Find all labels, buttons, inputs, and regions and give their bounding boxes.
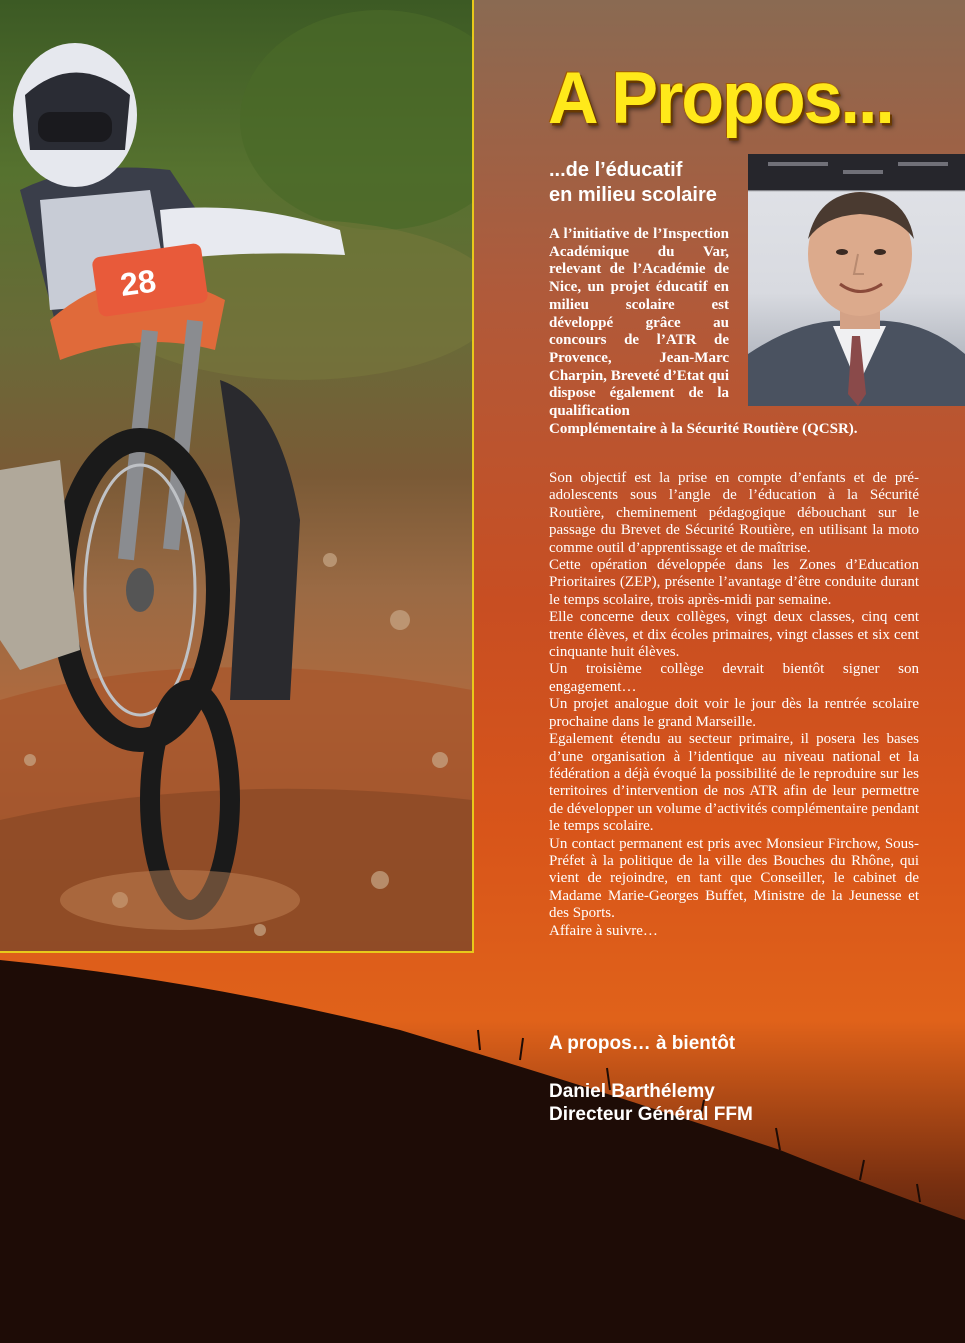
body-paragraph: Un troisième collège devrait bientôt signer son engagement… — [549, 661, 919, 695]
body-paragraph: Elle concerne deux collèges, vingt deux classes, cinq cent trente élèves, et dix écoles primaires, vingt classes et six cent cinquante huit élèves. — [549, 609, 919, 661]
page-subtitle — [549, 158, 739, 208]
body-paragraph: Un contact permanent est pris avec Monsieur Firchow, Sous-Préfet à la politique de la ville des Bouches du Rhône, qui vient de rejoindre, en tant que Conseiller, le cabinet de Madame Marie-Georges Buffet, Ministre de la Jeunesse et des Sports. — [549, 835, 919, 922]
motocross-photo — [0, 0, 474, 953]
body-paragraph: Son objectif est la prise en compte d’enfants et de pré-adolescents sous l’angle de l’éducation à la Sécurité Routière, cheminement pédagogique débouchant sur le passage du Brevet de Sécurité Routière, en utilisant la moto comme outil d’apprentissage et de maîtrise. — [549, 470, 919, 556]
body-paragraph: Cette opération développée dans les Zones d’Education Prioritaires (ZEP), présente l’avantage d’être conduite durant le temps scolaire, trois après-midi par semaine. — [549, 557, 919, 608]
intro-paragraph-block — [549, 226, 919, 438]
subtitle-line-2: en milieu scolaire — [549, 184, 717, 206]
intro-paragraph: A l’initiative de l’Inspection Académique du Var, relevant de l’Académie de Nice, un projet éducatif en milieu scolaire est développé grâce au concours de l’ATR de Provence, Jean-Marc Charpin, Breveté d’Etat qui dispose également de la qualification Complémentaire à la Sécurité Routière (QCSR). — [549, 226, 858, 437]
body-paragraph: Un projet analogue doit voir le jour dès la rentrée scolaire prochaine dans le grand Marseille. — [549, 696, 919, 730]
subtitle-line-1: ...de l’éducatif — [549, 159, 683, 181]
motocross-illustration — [0, 0, 472, 951]
page-title: A Propos... — [548, 57, 893, 139]
signature-role: Directeur Général FFM — [549, 1104, 753, 1125]
portrait-spacer — [729, 226, 919, 406]
article-body — [549, 470, 919, 940]
signature-name: Daniel Barthélemy — [549, 1081, 715, 1102]
body-paragraph: Affaire à suivre… — [549, 922, 658, 939]
closing-line: A propos… à bientôt — [549, 1033, 736, 1054]
plate-number: 28 — [117, 262, 159, 303]
body-paragraph: Egalement étendu au secteur primaire, il posera les bases d’une organisation à l’identique au niveau national et la fédération a déjà évoqué la possibilité de le reproduire sur les territoires d’intervention de nos ATR afin de leur permettre de développer un volume d’activités complémentaire pendant le temps scolaire. — [549, 731, 919, 835]
hill-silhouette — [0, 940, 965, 1343]
signature-block — [549, 1080, 753, 1126]
